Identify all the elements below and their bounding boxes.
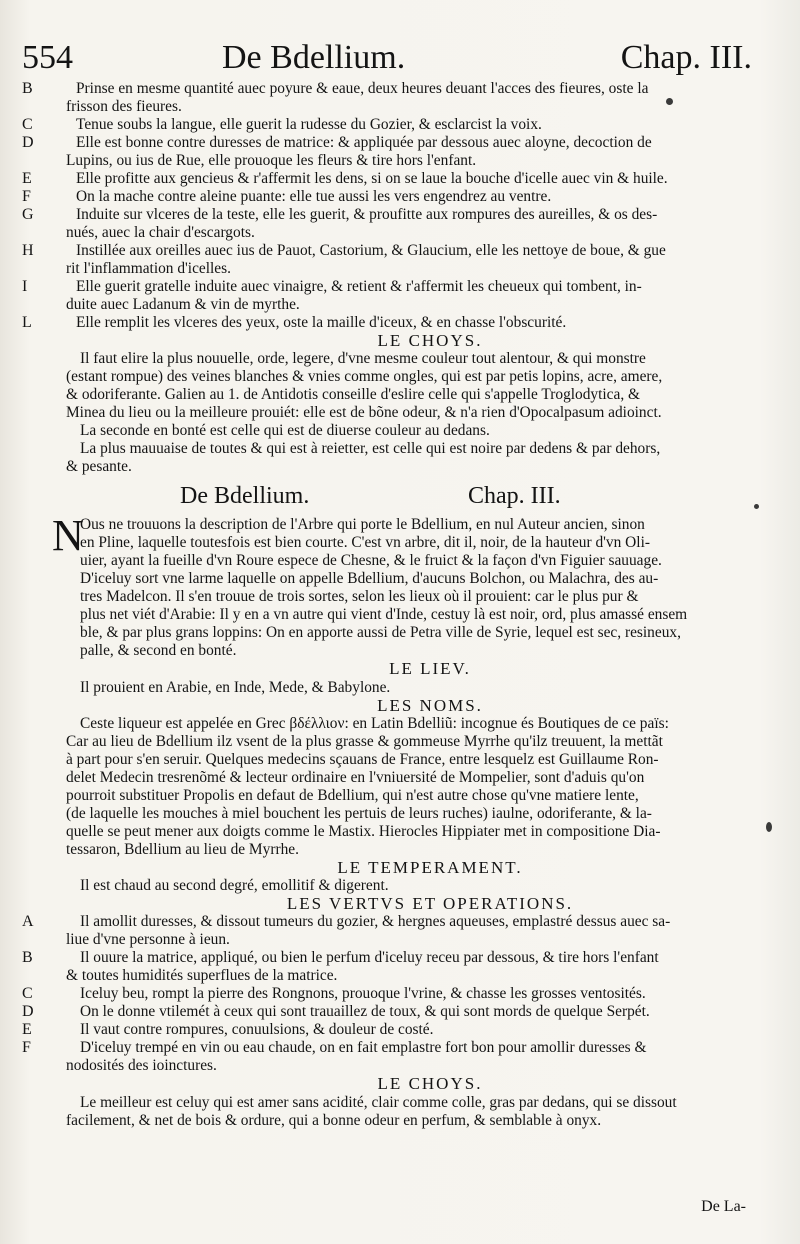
line-text: On la mache contre aleine puante: elle tue aussi les vers engendrez au ventre. bbox=[76, 188, 552, 205]
line-text: nodosités des ioinctures. bbox=[66, 1057, 217, 1075]
margin-letter: D bbox=[22, 1003, 34, 1021]
text-line bbox=[0, 1003, 800, 1021]
margin-letter: E bbox=[22, 170, 32, 187]
line-text: Tenue soubs la langue, elle guerit la rudesse du Gozier, & esclarcist la voix. bbox=[76, 116, 542, 133]
text-line bbox=[0, 967, 800, 985]
line-text: La plus mauuaise de toutes & qui est à reietter, est celle qui est noire par dedens & par dehors, bbox=[80, 440, 661, 458]
text-line bbox=[0, 715, 800, 733]
text-line bbox=[0, 516, 800, 534]
text-line bbox=[0, 278, 800, 296]
line-text: duite auec Ladanum & vin de myrthe. bbox=[66, 296, 300, 313]
text-line bbox=[0, 841, 800, 859]
text-line bbox=[0, 1039, 800, 1057]
chapter-title-text: De Bdellium. bbox=[180, 483, 310, 510]
line-text: tres Madelcon. Il s'en trouue de trois sortes, selon les lieux où il prouient: car le plus pur & bbox=[80, 588, 639, 606]
line-text: Il faut elire la plus nouuelle, orde, legere, d'vne mesme couleur tout alentour, & qui monstre bbox=[80, 350, 646, 368]
line-text: à part pour s'en seruir. Quelques medecins sçauans de France, entre lesquelz est Guillaume Ron- bbox=[66, 750, 659, 768]
text-line bbox=[0, 949, 800, 967]
margin-letter: I bbox=[22, 278, 28, 295]
line-text: Ceste liqueur est appelée en Grec βδέλλιον: en Latin Bdelliũ: incognue és Boutiques de ce païs: bbox=[80, 714, 669, 732]
line-text: Ous ne trouuons la description de l'Arbre qui porte le Bdellium, en nul Auteur ancien, sinon bbox=[80, 516, 645, 534]
section-heading: LE TEMPERAMENT. bbox=[337, 857, 523, 877]
line-text: Prinse en mesme quantité auec poyure & eaue, deux heures deuant l'acces des fieures, oste la bbox=[76, 80, 649, 97]
text-line bbox=[0, 751, 800, 769]
text-line bbox=[0, 152, 800, 170]
text-line bbox=[0, 422, 800, 440]
text-line bbox=[0, 787, 800, 805]
line-text: frisson des fieures. bbox=[66, 98, 182, 115]
line-text: Induite sur vlceres de la teste, elle les guerit, & proufitte aux rompures des aureilles, & os des- bbox=[76, 206, 658, 223]
text-line bbox=[0, 350, 800, 368]
line-text: Elle est bonne contre duresses de matrice: & appliquée par dessous auec aloyne, decoction de bbox=[76, 134, 652, 151]
text-line bbox=[0, 913, 800, 931]
text-line bbox=[0, 877, 800, 895]
line-text: Elle profitte aux gencieus & r'affermit les dens, si on se laue la bouche d'icelle auec vin & huile. bbox=[76, 170, 668, 187]
section-heading: LES NOMS. bbox=[377, 695, 483, 715]
section-heading: LE CHOYS. bbox=[377, 331, 483, 350]
line-text: plus net viét d'Arabie: Il y en a vn autre qui vient d'Inde, cestuy là est noir, ord, plus amassé ensem bbox=[80, 606, 688, 624]
text-line bbox=[0, 985, 800, 1003]
text-line bbox=[0, 134, 800, 152]
text-line bbox=[0, 80, 800, 98]
text-line bbox=[0, 931, 800, 949]
line-text: (de laquelle les mouches à miel bouchent les pertuis de leurs ruches) iaulne, odoriferante, & la- bbox=[66, 804, 652, 822]
text-line bbox=[0, 206, 800, 224]
margin-letter: C bbox=[22, 985, 33, 1003]
line-text: D'iceluy sort vne larme laquelle on appelle Bdellium, d'aucuns Bolchon, ou Malachra, des au- bbox=[80, 570, 659, 588]
section-heading: LE CHOYS. bbox=[377, 1074, 483, 1094]
text-line bbox=[0, 440, 800, 458]
intro-paragraph bbox=[0, 511, 800, 660]
line-text: Il amollit duresses, & dissout tumeurs du gozier, & hergnes aqueuses, emplastré dessus auec sa- bbox=[80, 913, 671, 931]
text-line bbox=[0, 679, 800, 697]
section-heading: LES VERTVS ET OPERATIONS. bbox=[286, 894, 574, 914]
line-text: ble, & par plus grans loppins: On en apporte aussi de Petra ville de Syrie, lequel est sec, resineux, bbox=[80, 624, 681, 642]
text-line bbox=[0, 260, 800, 278]
line-text: Il vaut contre rompures, conuulsions, & douleur de costé. bbox=[80, 1021, 434, 1039]
text-line bbox=[0, 116, 800, 134]
chapter-number: Chap. III. bbox=[468, 483, 561, 510]
margin-letter: H bbox=[22, 242, 34, 259]
text-line bbox=[0, 1057, 800, 1075]
line-text: uier, ayant la fueille d'vn Roure espece de Chesne, & le fruict & la façon d'vn Figuier sauuage. bbox=[80, 552, 662, 570]
line-text: Car au lieu de Bdellium ilz vsent de la plus grasse & gommeuse Myrrhe qu'ilz treuuent, la mettãt bbox=[66, 732, 663, 750]
running-chapter: Chap. III. bbox=[620, 39, 752, 76]
text-line bbox=[0, 588, 800, 606]
line-text: liue d'vne personne à ieun. bbox=[66, 931, 230, 949]
line-text: Il ouure la matrice, appliqué, ou bien le perfum d'iceluy receu par dessous, & tire hors l'enfant bbox=[80, 949, 659, 967]
text-line bbox=[0, 314, 800, 332]
text-line bbox=[0, 458, 800, 476]
text-line bbox=[0, 624, 800, 642]
drop-capital: N bbox=[52, 511, 84, 561]
text-line bbox=[0, 296, 800, 314]
line-text: delet Medecin tresrenõmé & lecteur ordinaire en l'vniuersité de Mompelier, sont d'aduis qu'on bbox=[66, 768, 645, 786]
text-line bbox=[0, 242, 800, 260]
line-text: facilement, & net de bois & ordure, qui a bonne odeur en perfum, & semblable à onyx. bbox=[66, 1111, 602, 1129]
text-line bbox=[0, 224, 800, 242]
line-text: Le meilleur est celuy qui est amer sans acidité, clair comme colle, gras par dedans, qui se dissout bbox=[80, 1093, 677, 1111]
line-text: Il prouient en Arabie, en Inde, Mede, & Babylone. bbox=[80, 678, 391, 696]
margin-letter: F bbox=[22, 188, 31, 205]
margin-letter: B bbox=[22, 949, 33, 967]
text-line bbox=[0, 188, 800, 206]
line-text: quelle se peut mener aux doigts comme le Mastix. Hierocles Hippiater met in compositione Dia- bbox=[66, 822, 661, 840]
line-text: pourroit substituer Propolis en defaut de Bdellium, qui n'est autre chose qu'vne matiere lente, bbox=[66, 786, 639, 804]
margin-letter: C bbox=[22, 116, 33, 133]
text-line bbox=[0, 386, 800, 404]
text-line bbox=[0, 606, 800, 624]
catchword: De La- bbox=[701, 1198, 746, 1215]
line-text: en Pline, laquelle toutesfois est bien courte. C'est vn arbre, dit il, noir, de la hauteur d'vn Oli- bbox=[80, 534, 650, 552]
line-text: On le donne vtilemét à ceux qui sont trauaillez de toux, & qui sont mords de quelque Serpét. bbox=[80, 1003, 650, 1021]
section-heading: LE LIEV. bbox=[389, 659, 471, 679]
page-number: 554 bbox=[22, 39, 73, 76]
ink-speck bbox=[754, 504, 759, 509]
text-line bbox=[0, 642, 800, 660]
text-line bbox=[0, 552, 800, 570]
ink-speck bbox=[666, 98, 673, 105]
line-text: & pesante. bbox=[66, 458, 132, 476]
line-text: La seconde en bonté est celle qui est de diuerse couleur au dedans. bbox=[80, 422, 490, 440]
chapter-title bbox=[0, 476, 800, 516]
line-text: Iceluy beu, rompt la pierre des Rongnons, prouoque l'vrine, & chasse les grosses ventosités. bbox=[80, 985, 646, 1003]
line-text: Elle guerit gratelle induite auec vinaigre, & retient & r'affermit les cheueux qui tombent, in- bbox=[76, 278, 642, 295]
line-text: & toutes humidités superflues de la matrice. bbox=[66, 967, 338, 985]
text-line bbox=[0, 98, 800, 116]
margin-letter: G bbox=[22, 206, 34, 223]
line-text: palle, & second en bonté. bbox=[80, 642, 237, 660]
line-text: Instillée aux oreilles auec ius de Pauot, Castorium, & Glaucium, elle les nettoye de boue, & gue bbox=[76, 242, 666, 259]
text-line bbox=[0, 404, 800, 422]
text-line bbox=[0, 368, 800, 386]
ink-speck bbox=[766, 822, 772, 832]
line-text: (estant rompue) des veines blanches & vnies comme ongles, qui est par petis lopins, acre, amere, bbox=[66, 368, 663, 386]
line-text: & odoriferante. Galien au 1. de Antidotis conseille d'eslire celle qui s'appelle Troglodytica, & bbox=[66, 386, 641, 404]
text-line bbox=[0, 570, 800, 588]
text-line bbox=[0, 823, 800, 841]
text-line bbox=[0, 1021, 800, 1039]
text-line bbox=[0, 769, 800, 787]
margin-letter: F bbox=[22, 1039, 31, 1057]
line-text: tessaron, Bdellium au lieu de Myrrhe. bbox=[66, 840, 299, 858]
text-line bbox=[0, 170, 800, 188]
text-line bbox=[0, 805, 800, 823]
margin-letter: B bbox=[22, 80, 33, 97]
line-text: nués, auec la chair d'escargots. bbox=[66, 224, 255, 241]
text-line bbox=[0, 1094, 800, 1112]
margin-letter: A bbox=[22, 913, 34, 931]
running-header bbox=[22, 36, 752, 80]
line-text: Lupins, ou ius de Rue, elle prouoque les fleurs & tire hors l'enfant. bbox=[66, 152, 477, 169]
text-line bbox=[0, 534, 800, 552]
line-text: Il est chaud au second degré, emollitif & digerent. bbox=[80, 877, 389, 895]
line-text: Minea du lieu ou la meilleure prouiét: elle est de bõne odeur, & n'a rien d'Opocalpasum adioinct. bbox=[66, 404, 662, 422]
running-title: De Bdellium. bbox=[222, 39, 406, 76]
margin-letter: E bbox=[22, 1021, 32, 1039]
line-text: rit l'inflammation d'icelles. bbox=[66, 260, 231, 277]
text-line bbox=[0, 733, 800, 751]
text-line bbox=[0, 1112, 800, 1130]
line-text: D'iceluy trempé en vin ou eau chaude, on en fait emplastre fort bon pour amollir duresses & bbox=[80, 1039, 647, 1057]
page-body bbox=[0, 80, 800, 1130]
line-text: Elle remplit les vlceres des yeux, oste la maille d'iceux, & en chasse l'obscurité. bbox=[76, 314, 567, 331]
margin-letter: D bbox=[22, 134, 34, 151]
margin-letter: L bbox=[22, 314, 32, 331]
